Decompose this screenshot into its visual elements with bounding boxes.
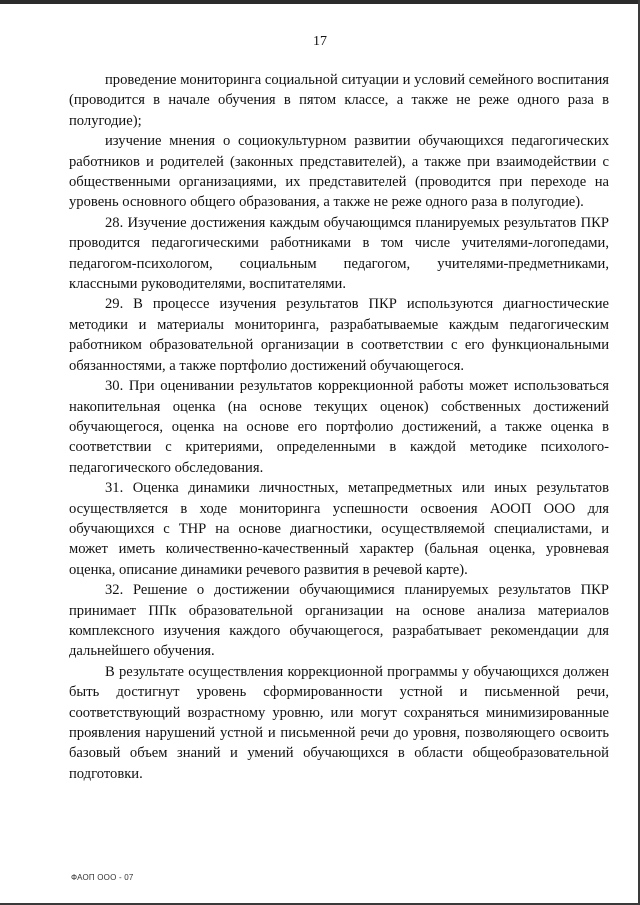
scan-edge-top [0, 0, 640, 4]
page-footer: ФАОП ООО - 07 [71, 873, 134, 882]
paragraph-32: 32. Решение о достижении обучающимися планируемых результатов ПКР принимает ППк образовательной организации на основе анализа материалов комплексного изучения каждого обучающегося, разрабатывает рекомендации для дальнейшего обучения. [69, 582, 609, 660]
paragraph-31: 31. Оценка динамики личностных, метапредметных или иных результатов осуществляется в ходе мониторинга успешности освоения АООП ООО для обучающихся с ТНР на основе диагностики, осуществляемой специалистами, и может иметь количественно-качественный характер (бальная оценка, уровневая оценка, описание динамики речевого развития в речевой карте). [69, 480, 609, 578]
document-body [69, 70, 609, 784]
paragraph-30: 30. При оценивании результатов коррекционной работы может использоваться накопительная оценка (на основе текущих оценок) собственных достижений обучающегося, оценка на основе его портфолио достижений, а также оценка в соответствии с критериями, определенными в каждой методике психолого-педагогического обследования. [69, 378, 609, 476]
paragraph-result: В результате осуществления коррекционной программы у обучающихся должен быть достигнут уровень сформированности устной и письменной речи, соответствующий возрастному уровню, или могут сохраняться минимизированные проявления нарушений устной и письменной речи до уровня, позволяющего освоить базовый объем знаний и умений обучающихся в области общеобразовательной подготовки. [69, 663, 609, 782]
page-number: 17 [313, 34, 327, 49]
paragraph-28: 28. Изучение достижения каждым обучающимся планируемых результатов ПКР проводится педагогическими работниками в том числе учителями-логопедами, педагогом-психологом, социальным педагогом, учителями-предметниками, классными руководителями, воспитателями. [69, 214, 609, 293]
paragraph-29: 29. В процессе изучения результатов ПКР используются диагностические методики и материалы мониторинга, разрабатываемые каждым педагогическим работником образовательной организации в соответствии с его функциональными обязанностями, а также портфолио достижений обучающегося. [69, 296, 609, 374]
paragraph-monitoring-social: проведение мониторинга социальной ситуации и условий семейного воспитания (проводится в начале обучения в пятом классе, а также не реже одного раза в полугодие); [69, 72, 609, 129]
paragraph-opinion-study: изучение мнения о социокультурном развитии обучающихся педагогических работников и родителей (законных представителей), а также при взаимодействии с общественными организациями, их представителей (проводится при переходе на уровень основного общего образования, а также не реже одного раза в полугодие). [69, 133, 609, 211]
